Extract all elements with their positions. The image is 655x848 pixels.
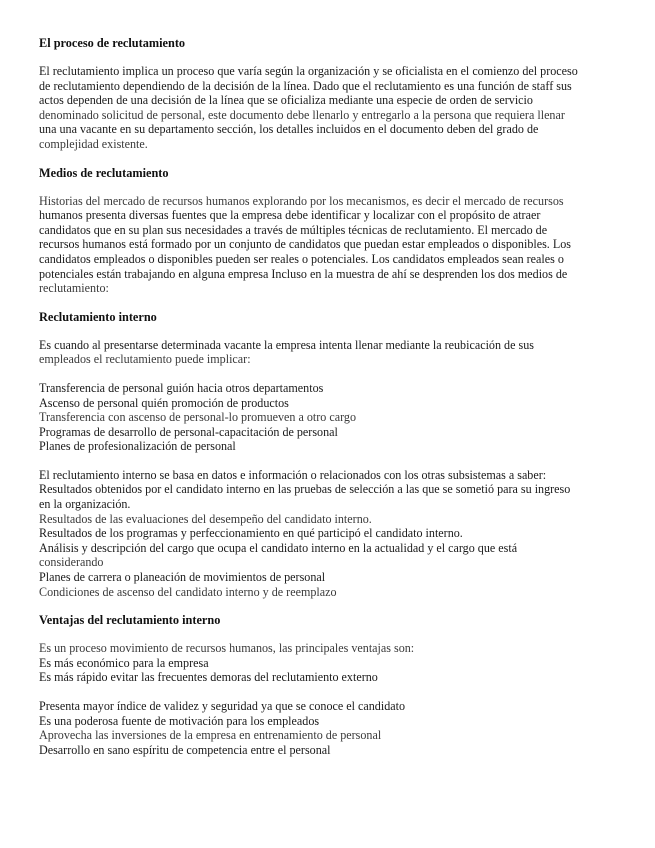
list-item: Desarrollo en sano espíritu de competencia entre el personal <box>39 742 331 757</box>
text-line: Historias del mercado de recursos humanos explorando por los mecanismos, es decir el mercado de recursos <box>39 193 564 208</box>
list-item: Planes de profesionalización de personal <box>39 439 236 454</box>
text-line: denominado solicitud de personal, este documento debe llenarlo y entregarlo a la persona que requiera llenar <box>39 107 565 122</box>
list-item: considerando <box>39 555 104 570</box>
paragraph-medios <box>39 194 619 296</box>
list-item: Resultados de las evaluaciones del desempeño del candidato interno. <box>39 511 372 526</box>
text-line: complejidad existente. <box>39 136 148 151</box>
text-line: empleados el reclutamiento puede implicar: <box>39 352 251 367</box>
text-line: candidatos que en su plan sus necesidades a través de múltiples técnicas de reclutamiento. El mercado de <box>39 222 548 237</box>
list-ventajas-2 <box>39 699 619 757</box>
text-line: candidatos empleados o disponibles pueden ser reales o potenciales. Los candidatos empleados sean reales o <box>39 251 564 266</box>
text-line: humanos presenta diversas fuentes que la empresa debe identificar y localizar con el propósito de atraer <box>39 208 541 223</box>
text-line: una una vacante en su departamento sección, los detalles incluidos en el documento deben del grado de <box>39 122 539 137</box>
list-item: Ascenso de personal quién promoción de productos <box>39 395 289 410</box>
section-heading-medios: Medios de reclutamiento <box>39 165 169 180</box>
document-page <box>39 36 619 757</box>
list-item: Transferencia con ascenso de personal-lo promueven a otro cargo <box>39 410 357 425</box>
section-heading-reclutamiento-interno: Reclutamiento interno <box>39 309 157 324</box>
list-item: Resultados obtenidos por el candidato interno en las pruebas de selección a las que se sometió para su ingreso <box>39 482 571 497</box>
section-heading-proceso: El proceso de reclutamiento <box>39 36 186 50</box>
list-item: Programas de desarrollo de personal-capacitación de personal <box>39 424 338 439</box>
list-item: Condiciones de ascenso del candidato interno y de reemplazo <box>39 584 337 599</box>
list-item: Planes de carrera o planeación de movimientos de personal <box>39 570 326 585</box>
list-item: Resultados de los programas y perfeccionamiento en qué participó el candidato interno. <box>39 526 463 541</box>
paragraph-proceso <box>39 64 619 152</box>
list-subsistemas <box>39 468 619 599</box>
section-heading-ventajas: Ventajas del reclutamiento interno <box>39 613 221 628</box>
list-implicaciones <box>39 381 619 454</box>
paragraph-interno-intro <box>39 338 619 367</box>
list-item: Transferencia de personal guión hacia otros departamentos <box>39 380 324 395</box>
list-item: Análisis y descripción del cargo que ocupa el candidato interno en la actualidad y el cargo que está <box>39 540 518 555</box>
text-line: actos dependen de una decisión de la línea que se oficializa mediante una especie de orden de servicio <box>39 93 533 108</box>
list-item: Es un proceso movimiento de recursos humanos, las principales ventajas son: <box>39 641 415 656</box>
list-ventajas-1 <box>39 641 619 685</box>
list-item: Presenta mayor índice de validez y seguridad ya que se conoce el candidato <box>39 699 406 713</box>
text-line: El reclutamiento implica un proceso que varía según la organización y se oficialista en el comienzo del proceso <box>39 64 578 78</box>
list-item: Es una poderosa fuente de motivación para los empleados <box>39 713 320 728</box>
text-line: de reclutamiento dependiendo de la decisión de la línea. Dado que el reclutamiento es una función de staff sus <box>39 78 572 93</box>
list-item: Aprovecha las inversiones de la empresa en entrenamiento de personal <box>39 728 382 743</box>
list-item: Es más económico para la empresa <box>39 655 209 670</box>
list-item: El reclutamiento interno se basa en datos e información o relacionados con los otras subsistemas a saber: <box>39 467 547 482</box>
list-item: Es más rápido evitar las frecuentes demoras del reclutamiento externo <box>39 670 378 685</box>
text-line: Es cuando al presentarse determinada vacante la empresa intenta llenar mediante la reubicación de sus <box>39 337 534 352</box>
text-line: reclutamiento: <box>39 281 109 296</box>
list-item: en la organización. <box>39 497 131 512</box>
text-line: recursos humanos está formado por un conjunto de candidatos que puedan estar empleados o disponibles. Los <box>39 237 571 252</box>
text-line: potenciales están trabajando en alguna empresa Incluso en la muestra de ahí se desprenden los dos medios de <box>39 266 568 281</box>
